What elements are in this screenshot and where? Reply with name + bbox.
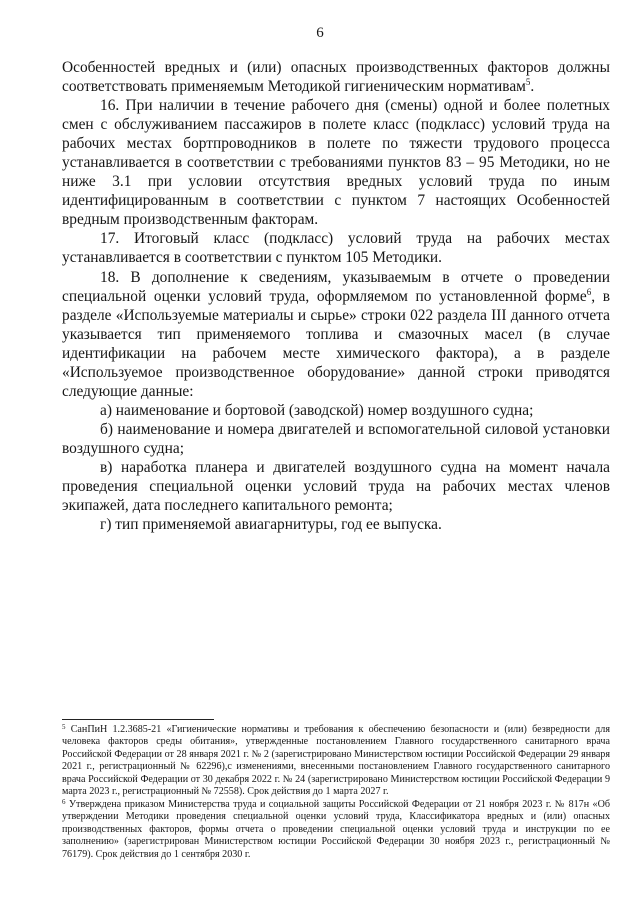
footnote-text: Утверждена приказом Министерства труда и социальной защиты Российской Федерации от 21 ноября 2023 г. № 817н «Об утверждении Методики проведения специальной оценки условий труда, Классификатора вредных и (или) опасных производственных факторов, формы отчета о проведении специальной оценки условий труда и инструкции по ее заполнению» (зарегистрирован Министерством юстиции Российской Федерации 30 ноября 2023 г., регистрационный № 76179). Срок действия до 1 сентября 2030 г. xyxy=(62,798,610,860)
list-item-a: а) наименование и бортовой (заводской) номер воздушного судна; xyxy=(100,401,534,419)
footnote-5 xyxy=(62,724,610,799)
body-text xyxy=(62,58,610,534)
page-number: 6 xyxy=(316,25,324,41)
paragraph-text: 18. В дополнение к сведениям, указываемым в отчете о проведении специальной оценки условий труда, оформляемом по установленной форме xyxy=(62,268,610,305)
paragraph-17: 17. Итоговый класс (подкласс) условий труда на рабочих местах устанавливается в соответствии с пунктом 105 Методики. xyxy=(62,230,610,267)
paragraph-end: . xyxy=(530,78,535,96)
footnote-ref-6: 6 xyxy=(586,286,592,297)
paragraph-16: 16. При наличии в течение рабочего дня (смены) одной и более полетных смен с обслуживанием пассажиров в полете класс (подкласс) условий труда на рабочих местах бортпроводников в полете по тяжести трудового процесса устанавливается в соответствии с требованиями пунктов 83 – 95 Методики, но не ниже 3.1 при условии отсутствия вредных условий труда по иным идентифицированным в соответствии с пунктом 7 настоящих Особенностей вредным производственным факторам. xyxy=(62,97,610,229)
paragraph-text: Особенностей вредных и (или) опасных производственных факторов должны соответствовать применяемым Методикой гигиеническим нормативам xyxy=(62,59,610,96)
paragraph-18 xyxy=(62,268,610,401)
footnote-6 xyxy=(62,799,610,861)
footnote-divider xyxy=(62,719,214,720)
footnote-text: СанПиН 1.2.3685-21 «Гигиенические нормативы и требования к обеспечению безопасности и (или) безвредности для человека факторов среды обитания», утвержденные постановлением Главного государственного санитарного врача Российской Федерации от 28 января 2021 г. № 2 (зарегистрировано Министерством юстиции Российской Федерации 29 января 2021 г., регистрационный № 62296),с изменениями, внесенными постановлением Главного государственного санитарного врача Российской Федерации от 30 декабря 2022 г. № 24 (зарегистрировано Министерством юстиции Российской Федерации 9 марта 2023 г., регистрационный № 72558). Срок действия до 1 марта 2027 г. xyxy=(62,724,610,798)
footnote-mark: 6 xyxy=(62,797,66,806)
footnote-mark: 5 xyxy=(62,723,66,731)
list-item-g: г) тип применяемой авиагарнитуры, год ее выпуска. xyxy=(100,516,442,534)
paragraph-continuation xyxy=(62,58,610,96)
list-item-v: в) наработка планера и двигателей воздушного судна на момент начала проведения специальной оценки условий труда на рабочих местах членов экипажей, дата последнего капитального ремонта; xyxy=(62,458,610,515)
footnotes xyxy=(62,724,610,861)
footnote-ref-5: 5 xyxy=(525,77,531,88)
list-item-b: б) наименование и номера двигателей и вспомогательной силовой установки воздушного судна; xyxy=(62,420,610,457)
paragraph-text: , в разделе «Используемые материалы и сырье» строки 022 раздела III данного отчета указывается тип применяемого топлива и смазочных масел (в случае идентификации на рабочем месте химического фактора), а в разделе «Используемое производственное оборудование» данной строки приводятся следующие данные: xyxy=(62,287,610,400)
